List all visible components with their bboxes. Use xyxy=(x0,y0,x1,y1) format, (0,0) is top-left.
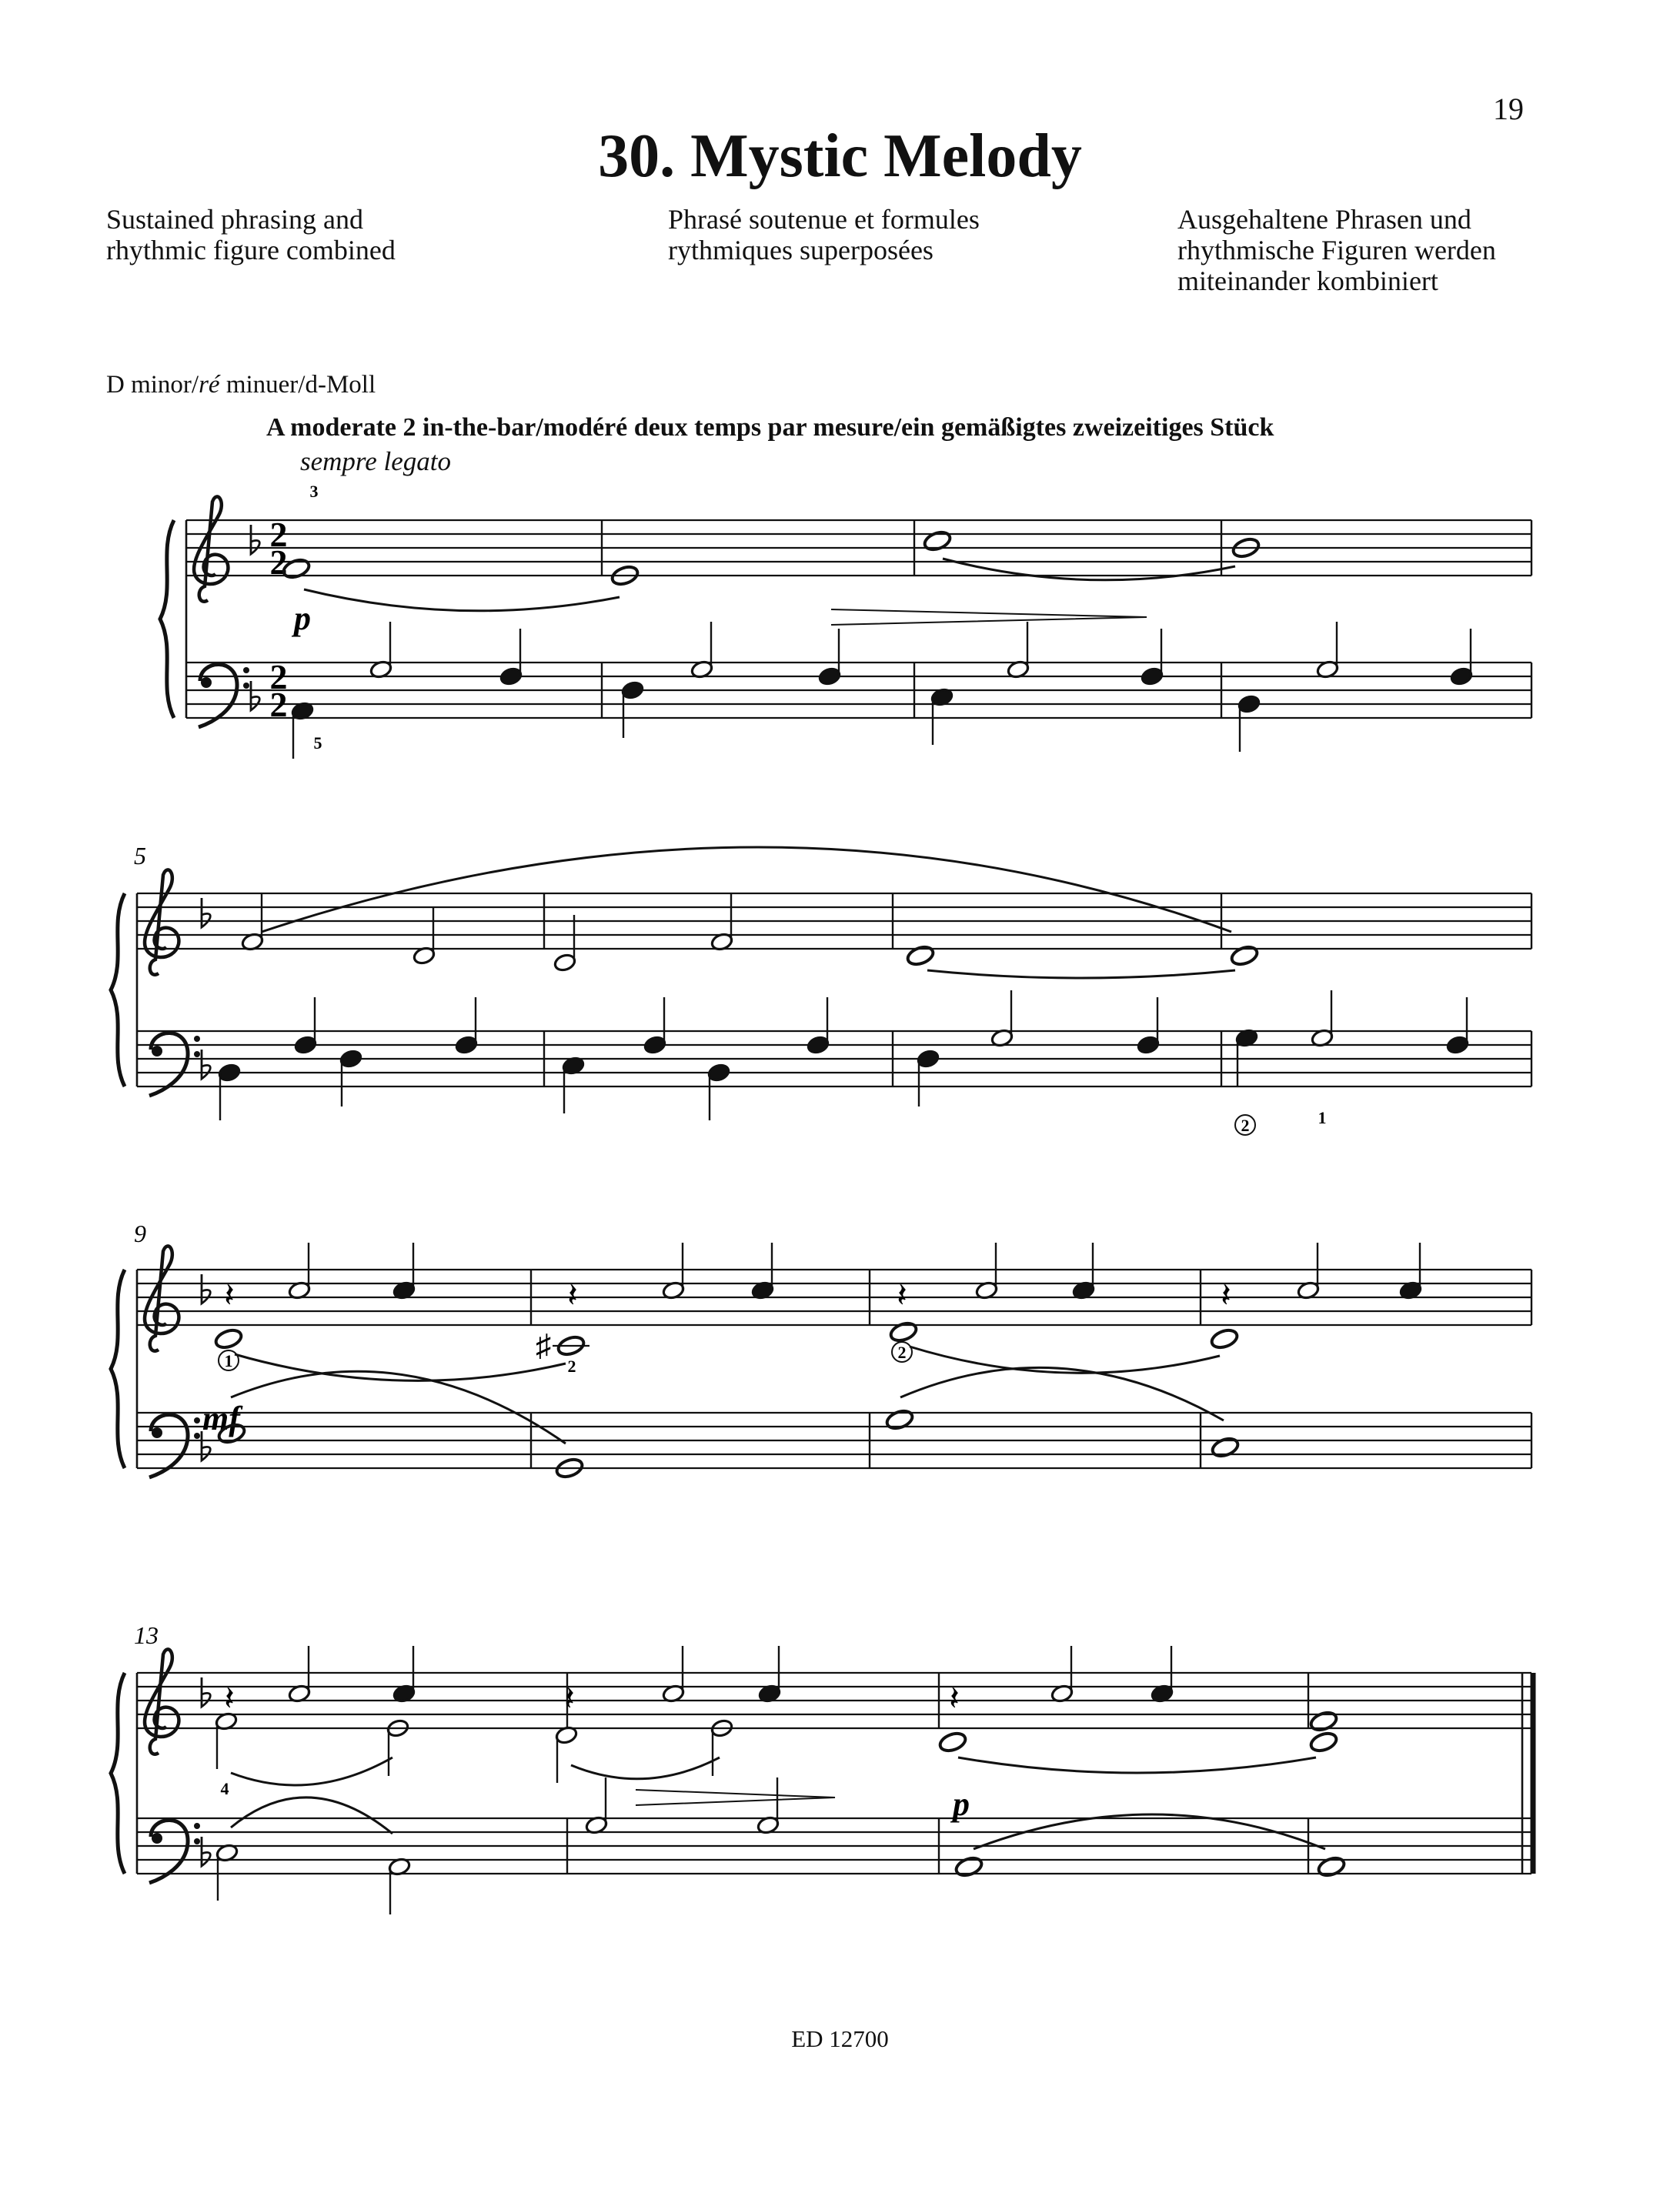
quarter-note xyxy=(1141,666,1164,686)
whole-note xyxy=(1317,1855,1347,1878)
slur xyxy=(231,1797,392,1834)
flat-icon xyxy=(202,1677,210,1707)
flat-icon xyxy=(251,525,259,554)
decrescendo-hairpin xyxy=(831,609,1147,625)
flat-icon xyxy=(202,1837,210,1866)
flat-icon xyxy=(202,1274,210,1303)
whole-note xyxy=(1230,944,1260,967)
measure-number: 5 xyxy=(134,842,146,870)
description-line: Phrasé soutenue et formules xyxy=(668,204,980,235)
tempo-marking: A moderate 2 in-the-bar/modéré deux temps par mesure/ein gemäßigtes zweizeitiges Stück xyxy=(266,413,1274,442)
slur xyxy=(304,589,620,611)
slur xyxy=(235,1354,566,1380)
brace xyxy=(111,893,125,1086)
brace xyxy=(111,1270,125,1468)
page-title: 30. Mystic Melody xyxy=(598,122,1082,190)
description-line: rhythmic figure combined xyxy=(106,235,396,265)
bass-clef-dot xyxy=(152,1046,162,1056)
dynamic-marking: mf xyxy=(202,1400,240,1437)
footer-code: ED 12700 xyxy=(791,2025,889,2052)
time-signature-digit: 2 xyxy=(269,657,288,696)
treble-clef-icon xyxy=(194,496,228,601)
half-note xyxy=(553,953,577,973)
dynamic-marking: p xyxy=(953,1785,970,1823)
whole-note xyxy=(1211,1436,1241,1459)
description-line: Sustained phrasing and xyxy=(106,204,363,235)
quarter-rest-icon: 𝄽 xyxy=(567,1277,578,1314)
fingering-number: 3 xyxy=(309,482,319,501)
bass-clef-dot xyxy=(194,1036,200,1042)
quarter-note xyxy=(1137,1035,1161,1055)
treble-clef-icon xyxy=(145,870,179,974)
quarter-rest-icon: 𝄽 xyxy=(224,1277,235,1314)
time-signature-digit: 2 xyxy=(269,685,288,724)
circled-fingering: 2 xyxy=(897,1343,907,1362)
treble-clef-icon xyxy=(145,1649,179,1754)
quarter-rest-icon: 𝄽 xyxy=(224,1680,235,1717)
brace xyxy=(160,520,174,718)
bass-clef-dot xyxy=(152,1427,162,1438)
description-line: rythmiques superposées xyxy=(668,235,934,265)
circled-fingering: 1 xyxy=(224,1351,233,1370)
whole-note xyxy=(214,1327,244,1350)
whole-note xyxy=(1309,1710,1339,1733)
slur xyxy=(231,1371,566,1444)
quarter-note xyxy=(917,1049,940,1069)
fingering-number: 5 xyxy=(313,733,322,753)
treble-clef-icon xyxy=(145,1246,179,1350)
brace xyxy=(111,1673,125,1874)
time-signature-digit: 2 xyxy=(269,515,288,554)
quarter-note xyxy=(1450,666,1474,686)
whole-note xyxy=(889,1320,919,1343)
quarter-rest-icon: 𝄽 xyxy=(949,1680,960,1717)
bass-clef-dot xyxy=(194,1433,200,1439)
slur xyxy=(231,1757,392,1785)
key-rest: minuer/d-Moll xyxy=(219,371,376,399)
bass-clef-dot xyxy=(243,667,249,673)
quarter-note xyxy=(294,1035,318,1055)
quarter-rest-icon: 𝄽 xyxy=(564,1680,575,1717)
page-number: 19 xyxy=(1493,92,1524,126)
expression-marking: sempre legato xyxy=(300,446,452,476)
decrescendo-hairpin xyxy=(636,1790,835,1805)
quarter-note xyxy=(643,1035,667,1055)
sharp-icon: ♯ xyxy=(536,1328,551,1363)
whole-note xyxy=(906,944,936,967)
quarter-note xyxy=(807,1035,830,1055)
flat-icon xyxy=(202,898,210,927)
measure-number: 13 xyxy=(134,1621,159,1649)
bass-clef-dot xyxy=(201,677,212,688)
description-line: rhythmische Figuren werden xyxy=(1177,235,1496,265)
slur xyxy=(958,1757,1316,1773)
quarter-rest-icon: 𝄽 xyxy=(897,1277,907,1314)
key-en: D minor/ xyxy=(106,371,199,399)
bass-clef-dot xyxy=(194,1823,200,1829)
whole-note xyxy=(923,529,953,552)
quarter-note xyxy=(339,1049,363,1069)
time-signature-digit: 2 xyxy=(269,542,288,582)
description-line: Ausgehaltene Phrasen und xyxy=(1177,204,1471,235)
description-line: miteinander kombiniert xyxy=(1177,265,1438,296)
bass-clef-dot xyxy=(194,1417,200,1424)
fingering-number: 4 xyxy=(220,1779,229,1798)
fingering-number: 1 xyxy=(1318,1108,1327,1127)
dynamic-marking: p xyxy=(294,599,311,637)
fingering-number: 2 xyxy=(567,1357,576,1376)
slur xyxy=(927,970,1235,978)
bass-clef-dot xyxy=(152,1833,162,1844)
whole-note xyxy=(1210,1327,1240,1350)
whole-note xyxy=(954,1855,984,1878)
quarter-note xyxy=(1446,1035,1470,1055)
quarter-note xyxy=(818,666,842,686)
bass-clef-dot xyxy=(243,683,249,689)
flat-icon xyxy=(251,681,259,710)
slur xyxy=(571,1757,720,1779)
quarter-note xyxy=(218,1063,242,1083)
measure-number: 9 xyxy=(134,1220,146,1247)
quarter-note xyxy=(455,1035,479,1055)
quarter-note xyxy=(707,1063,731,1083)
bass-clef-dot xyxy=(194,1051,200,1057)
circled-fingering: 2 xyxy=(1241,1116,1250,1135)
whole-note xyxy=(1309,1731,1339,1754)
phrase-slur xyxy=(262,847,1231,932)
whole-note xyxy=(938,1731,968,1754)
bass-clef-dot xyxy=(194,1838,200,1844)
whole-note xyxy=(885,1408,915,1431)
quarter-note xyxy=(1237,694,1261,714)
quarter-note xyxy=(621,680,645,700)
quarter-note xyxy=(499,666,523,686)
key-fr: ré xyxy=(199,371,220,399)
flat-icon xyxy=(202,1050,210,1079)
quarter-rest-icon: 𝄽 xyxy=(1221,1277,1231,1314)
